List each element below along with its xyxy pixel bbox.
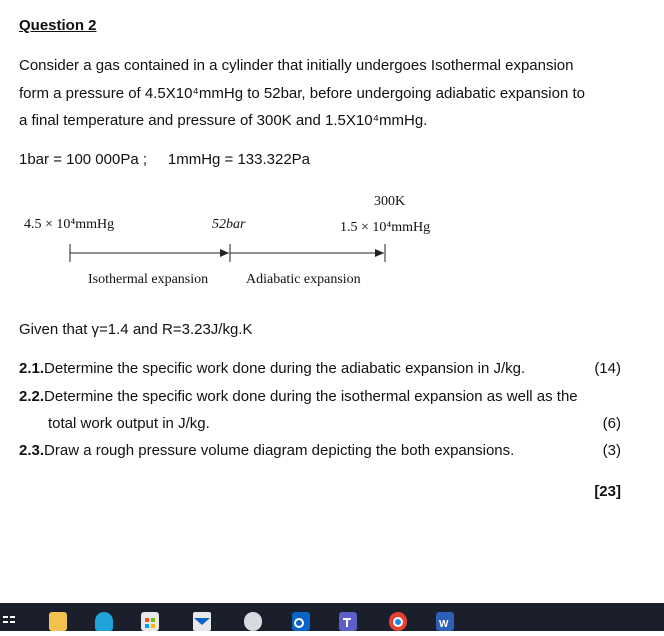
task-view-icon[interactable] [3, 614, 15, 633]
part-2-2-number: 2.2. [19, 388, 45, 405]
intro-line-1: Consider a gas contained in a cylinder that initially undergoes Isothermal expansion [19, 57, 574, 74]
part-2-3-marks: (3) [602, 442, 621, 459]
part-2-1 [19, 355, 525, 383]
word-icon[interactable] [436, 612, 454, 631]
intermediate-pressure-label: 52bar [212, 217, 246, 232]
initial-pressure-label: 4.5 × 10⁴mmHg [24, 217, 115, 232]
part-2-3 [19, 437, 514, 465]
adiabatic-process-label: Adiabatic expansion [246, 272, 361, 287]
intro-line-3: a final temperature and pressure of 300K and 1.5X10⁴mmHg. [19, 112, 428, 129]
unit-conversions: 1bar = 100 000Pa ; 1mmHg = 133.322Pa [19, 151, 311, 168]
file-explorer-icon[interactable] [49, 612, 67, 631]
isothermal-arrowhead [220, 249, 229, 257]
isothermal-process-label: Isothermal expansion [88, 272, 209, 287]
final-pressure-label: 1.5 × 10⁴mmHg [340, 220, 431, 235]
taskbar [0, 603, 664, 631]
paint-icon[interactable] [244, 612, 262, 631]
part-2-1-marks: (14) [594, 360, 621, 377]
part-2-2 [19, 383, 578, 411]
part-2-2-text: Determine the specific work done during the isothermal expansion as well as the [44, 388, 578, 405]
given-values: Given that γ=1.4 and R=3.23J/kg.K [19, 321, 253, 338]
part-2-1-text: Determine the specific work done during the adiabatic expansion in J/kg. [44, 360, 526, 377]
edge-icon[interactable] [95, 612, 113, 631]
intro-line-2: form a pressure of 4.5X10⁴mmHg to 52bar, before undergoing adiabatic expansion to [19, 85, 585, 102]
process-arrows [0, 240, 664, 266]
svg-text:W: W [439, 619, 449, 630]
adiabatic-arrowhead [375, 249, 384, 257]
store-icon[interactable] [141, 612, 159, 631]
part-2-2-marks: (6) [602, 415, 621, 432]
outlook-icon[interactable] [292, 612, 310, 631]
teams-icon[interactable] [339, 612, 357, 631]
part-2-3-text: Draw a rough pressure volume diagram depicting the both expansions. [44, 442, 515, 459]
question-title: Question 2 [19, 17, 97, 34]
total-marks: [23] [594, 483, 621, 500]
part-2-1-number: 2.1. [19, 360, 45, 377]
chrome-icon[interactable] [389, 612, 407, 631]
final-temperature-label: 300K [374, 194, 406, 209]
mail-icon[interactable] [193, 612, 211, 631]
part-2-2-text-line-2: total work output in J/kg. [48, 415, 210, 432]
part-2-3-number: 2.3. [19, 442, 45, 459]
